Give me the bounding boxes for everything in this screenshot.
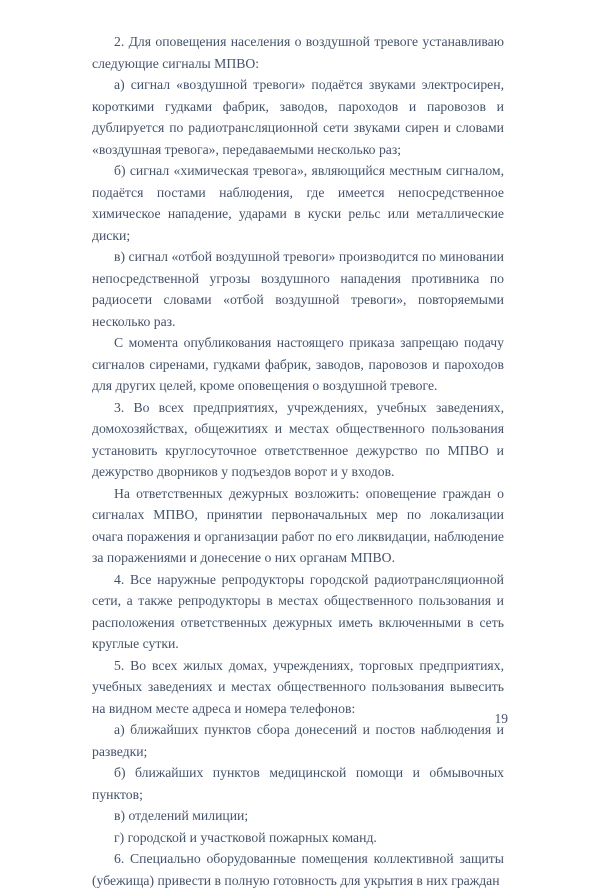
paragraph-2-intro: 2. Для оповещения населения о воздушной тревоге устанавливаю следующие сигналы МПВО:: [92, 34, 504, 71]
paragraph-6-shelters: 6. Специально оборудованные помещения коллективной защиты (убежища) привести в полную готовность для укрытия в них граждан: [92, 851, 504, 888]
paragraph-duty-responsibilities: На ответственных дежурных возложить: оповещение граждан о сигналах МПВО, принятии первоначальных мер по локализации очага поражения и организации работ по его ликвидации, наблюдение за поражениями и донесение о них органам МПВО.: [92, 485, 504, 565]
list-item-5c: в) отделений милиции;: [114, 808, 249, 823]
paragraph-2a-air-raid-signal: а) сигнал «воздушной тревоги» подаётся звуками электросирен, короткими гудками фабрик, заводов, пароходов и паровозов и дублируется по радиотрансляционной сети звуками сирен и словами «воздушная тревога», передаваемыми несколько раз;: [92, 77, 504, 157]
page-body-text: [92, 31, 504, 891]
paragraph-2b-chemical-signal: б) сигнал «химическая тревога», являющийся местным сигналом, подаётся постами наблюдения, где имеется непосредственное химическое нападение, ударами в куски рельс или металлические диски;: [92, 163, 504, 243]
paragraph-signal-restriction: С момента опубликования настоящего приказа запрещаю подачу сигналов сиренами, гудками фабрик, заводов, паровозов и пароходов для других целей, кроме оповещения о воздушной тревоге.: [92, 335, 504, 393]
list-item-5d: г) городской и участковой пожарных команд.: [114, 829, 377, 845]
list-item-5a: а) ближайших пунктов сбора донесений и постов наблюдения и разведки;: [92, 722, 504, 759]
page-number: 19: [494, 711, 508, 726]
paragraph-3-duty: 3. Во всех предприятиях, учреждениях, учебных заведениях, домохозяйствах, общежитиях и местах общественного пользования установить круглосуточное ответственное дежурство по МПВО и дежурство дворников у подъездов ворот и у входов.: [92, 399, 504, 479]
paragraph-4-loudspeakers: 4. Все наружные репродукторы городской радиотрансляционной сети, а также репродукторы в местах общественного пользования и расположения ответственных дежурных иметь включенными в сеть круглые сутки.: [92, 571, 504, 651]
list-item-5b: б) ближайших пунктов медицинской помощи и обмывочных пунктов;: [92, 765, 504, 802]
paragraph-2c-all-clear-signal: в) сигнал «отбой воздушной тревоги» производится по миновании непосредственной угрозы воздушного нападения противника по радиосети словами «отбой воздушной тревоги», повторяемыми несколько раз.: [92, 249, 504, 329]
paragraph-5-addresses: 5. Во всех жилых домах, учреждениях, торговых предприятиях, учебных заведениях и местах общественного пользования вывесить на видном месте адреса и номера телефонов:: [92, 657, 504, 716]
